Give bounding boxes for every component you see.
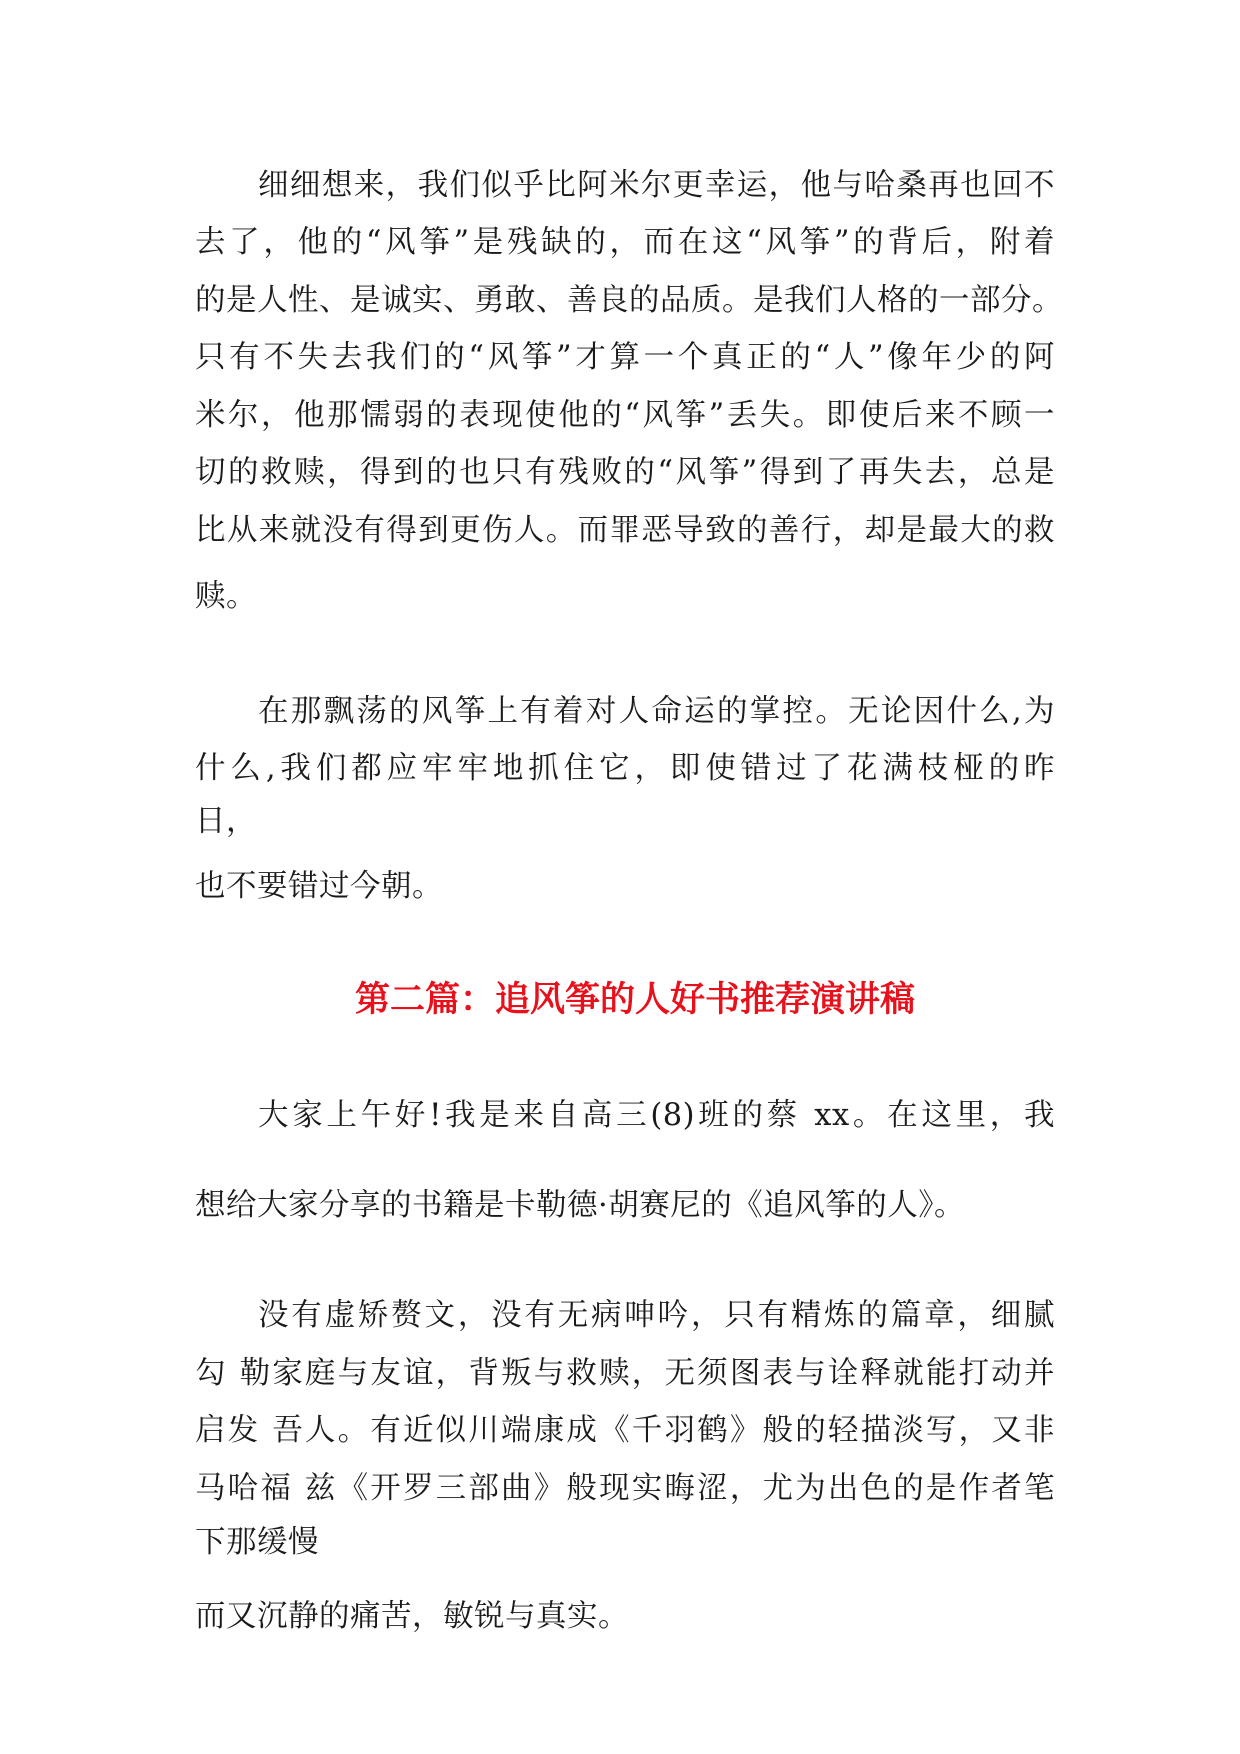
paragraph-2-line-4: 也不要错过今朝。 (195, 869, 443, 904)
paragraph-1-line-6: 切的救赎，得到的也只有残败的“风筝”得到了再失去，总是 (195, 455, 1055, 490)
paragraph-4-line-3: 启发 吾人。有近似川端康成《千羽鹤》般的轻描淡写，又非 (195, 1413, 1055, 1448)
paragraph-1-line-8: 赎。 (195, 579, 257, 614)
paragraph-1-line-4: 只有不失去我们的“风筝”才算一个真正的“人”像年少的阿 (195, 340, 1055, 375)
paragraph-1-line-2: 去了，他的“风筝”是残缺的，而在这“风筝”的背后，附着 (195, 225, 1055, 260)
paragraph-4-line-1: 没有虚矫赘文，没有无病呻吟，只有精炼的篇章，细腻 (258, 1298, 1055, 1333)
paragraph-4-line-2: 勾 勒家庭与友谊，背叛与救赎，无须图表与诠释就能打动并 (195, 1356, 1055, 1391)
paragraph-1-line-7: 比从来就没有得到更伤人。而罪恶导致的善行，却是最大的救 (195, 513, 1055, 548)
paragraph-3-line-1: 大家上午好!我是来自高三(8)班的蔡 xx。在这里，我 (258, 1098, 1055, 1133)
paragraph-4-line-4: 马哈福 兹《开罗三部曲》般现实晦涩，尤为出色的是作者笔 (195, 1471, 1055, 1506)
paragraph-1-line-3: 的是人性、是诚实、勇敢、善良的品质。是我们人格的一部分。 (195, 283, 1063, 318)
paragraph-1-line-5: 米尔，他那懦弱的表现使他的“风筝”丢失。即使后来不顾一 (195, 398, 1055, 433)
paragraph-2-line-3: 日， (195, 804, 257, 839)
paragraph-4-line-6: 而又沉静的痛苦，敏锐与真实。 (195, 1599, 629, 1634)
paragraph-3-line-2: 想给大家分享的书籍是卡勒德·胡赛尼的《追风筝的人》。 (195, 1188, 965, 1223)
paragraph-1-line-1: 细细想来，我们似乎比阿米尔更幸运，他与哈桑再也回不 (258, 168, 1055, 203)
paragraph-4-line-5: 下那缓慢 (195, 1525, 319, 1560)
section-heading: 第二篇：追风筝的人好书推荐演讲稿 (354, 979, 915, 1020)
paragraph-2-line-2: 什么,我们都应牢牢地抓住它，即使错过了花满枝桠的昨 (195, 751, 1055, 786)
paragraph-2-line-1: 在那飘荡的风筝上有着对人命运的掌控。无论因什么,为 (258, 694, 1055, 729)
